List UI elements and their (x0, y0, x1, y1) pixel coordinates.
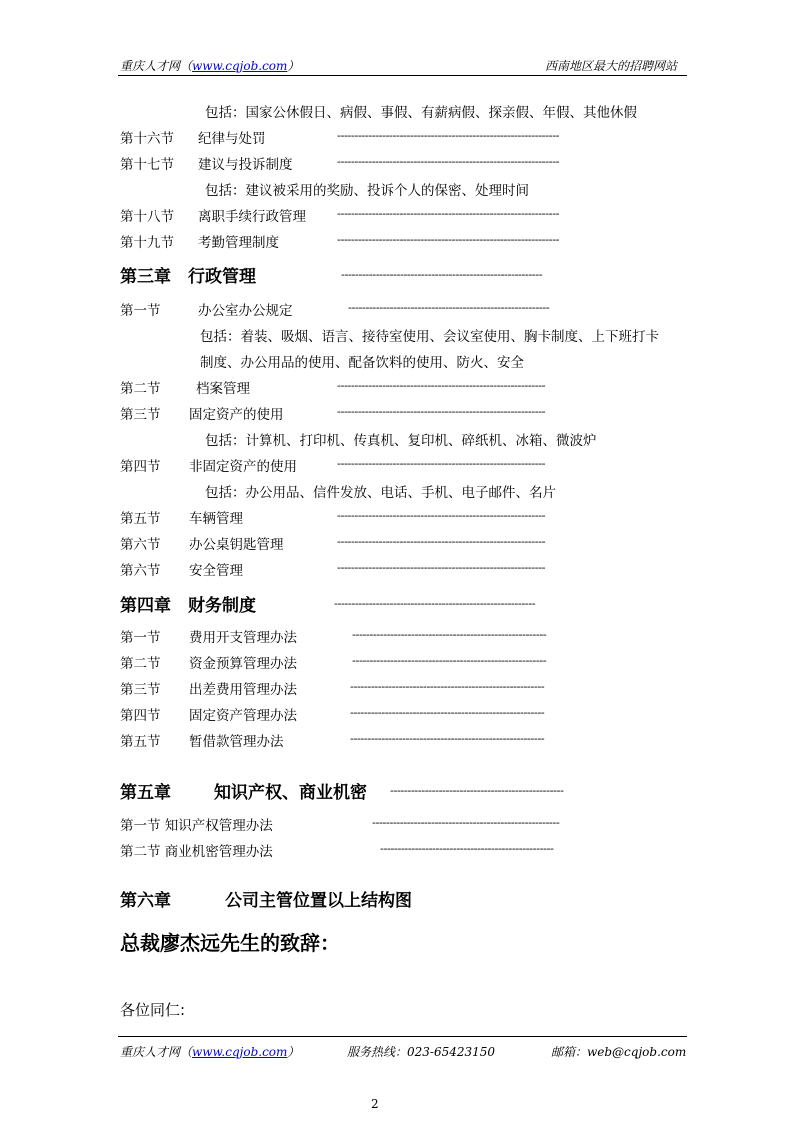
header-site (120, 57, 299, 74)
footer-site-close: ） (287, 1045, 300, 1059)
footer-rule (118, 1036, 687, 1037)
section-19-title: 考勤管理制度 (198, 235, 279, 251)
footer-email: 邮箱：web@cqjob.com (551, 1045, 687, 1059)
section-16-number: 第十六节 (120, 131, 174, 147)
ch3-section-6-title: 办公桌钥匙管理 (189, 537, 284, 553)
chapter-3-leader: ---------------------------------------------------------- (341, 268, 543, 281)
ch4-section-5-number: 第五节 (120, 734, 161, 750)
section-19-number: 第十九节 (120, 235, 174, 251)
header-site-link[interactable]: www.cqjob.com (192, 59, 288, 73)
chapter-6-title: 公司主管位置以上结构图 (225, 891, 412, 911)
ch3-section-4-title: 非固定资产的使用 (189, 459, 297, 475)
chapter-6-number: 第六章 (120, 891, 171, 911)
ch4-section-2-title: 资金预算管理办法 (189, 656, 297, 672)
footer-site-name: 重庆人才网（ (120, 1045, 193, 1059)
section-16-leader: ---------------------------------------------------------------- (337, 129, 560, 142)
include-line-equipment: 包括：计算机、打印机、传真机、复印机、碎纸机、冰箱、微波炉 (205, 433, 597, 449)
ch5-section-1-leader: ------------------------------------------------------ (372, 816, 560, 829)
ch4-section-2-number: 第二节 (120, 656, 161, 672)
ch4-section-3-number: 第三节 (120, 682, 161, 698)
ch3-section-6-leader: ------------------------------------------------------------ (337, 535, 546, 548)
chapter-5-number: 第五章 (120, 783, 171, 803)
speech-title: 总裁廖杰远先生的致辞： (120, 931, 340, 955)
ch3-section-7-number: 第六节 (120, 563, 161, 579)
ch3-section-7-title: 安全管理 (189, 563, 243, 579)
ch4-section-1-title: 费用开支管理办法 (189, 630, 297, 646)
ch4-section-3-title: 出差费用管理办法 (189, 682, 297, 698)
chapter-5-leader: -------------------------------------------------- (390, 784, 564, 797)
header-site-close: ） (287, 59, 300, 73)
ch3-section-5-leader: ------------------------------------------------------------ (337, 509, 546, 522)
chapter-4-heading: 第四章 财务制度 (120, 596, 256, 616)
ch3-section-5-title: 车辆管理 (189, 511, 243, 527)
ch3-section-6-number: 第六节 (120, 537, 161, 553)
ch4-section-5-title: 暂借款管理办法 (189, 734, 284, 750)
header-rule (118, 75, 687, 76)
ch5-section-2-leader: -------------------------------------------------- (380, 842, 554, 855)
page-number: 2 (371, 1097, 379, 1111)
header-slogan: 西南地区最大的招聘网站 (545, 59, 678, 73)
ch3-section-2-number: 第二节 (120, 381, 161, 397)
ch4-section-2-leader: -------------------------------------------------------- (352, 654, 547, 667)
greeting: 各位同仁: (120, 1001, 186, 1019)
header-site-name: 重庆人才网（ (120, 59, 193, 73)
ch3-section-3-leader: ------------------------------------------------------------ (337, 405, 546, 418)
ch4-section-1-number: 第一节 (120, 630, 161, 646)
ch4-section-3-leader: -------------------------------------------------------- (350, 680, 545, 693)
section-16-title: 纪律与处罚 (198, 131, 266, 147)
ch5-section-2: 第二节 商业机密管理办法 (120, 844, 273, 860)
ch4-section-4-title: 固定资产管理办法 (189, 708, 297, 724)
ch3-section-2-title: 档案管理 (196, 381, 250, 397)
include-line-office-b: 制度、办公用品的使用、配备饮料的使用、防火、安全 (200, 355, 524, 371)
ch3-section-4-leader: ------------------------------------------------------------ (337, 457, 546, 470)
chapter-5-title: 知识产权、商业机密 (214, 783, 367, 803)
footer-site-link[interactable]: www.cqjob.com (192, 1045, 288, 1059)
ch4-section-5-leader: -------------------------------------------------------- (350, 732, 545, 745)
section-17-leader: ---------------------------------------------------------------- (337, 155, 560, 168)
section-17-number: 第十七节 (120, 157, 174, 173)
section-18-number: 第十八节 (120, 209, 174, 225)
ch4-section-1-leader: -------------------------------------------------------- (352, 628, 547, 641)
chapter-3-heading: 第三章 行政管理 (120, 267, 256, 287)
section-17-title: 建议与投诉制度 (198, 157, 293, 173)
ch3-section-1-title: 办公室办公规定 (198, 303, 293, 319)
ch5-section-1: 第一节 知识产权管理办法 (120, 818, 273, 834)
include-line-office-a: 包括：着装、吸烟、语言、接待室使用、会议室使用、胸卡制度、上下班打卡 (200, 329, 659, 345)
section-18-title: 离职手续行政管理 (198, 209, 306, 225)
section-19-leader: ---------------------------------------------------------------- (337, 233, 560, 246)
include-line-supplies: 包括：办公用品、信件发放、电话、手机、电子邮件、名片 (205, 485, 556, 501)
footer-site (120, 1043, 299, 1060)
ch3-section-3-number: 第三节 (120, 407, 161, 423)
ch3-section-7-leader: ------------------------------------------------------------ (337, 561, 546, 574)
ch3-section-2-leader: ------------------------------------------------------------ (337, 379, 546, 392)
ch3-section-3-title: 固定资产的使用 (189, 407, 284, 423)
ch3-section-1-leader: ---------------------------------------------------------- (348, 301, 550, 314)
chapter-4-leader: ---------------------------------------------------------- (334, 597, 536, 610)
ch3-section-5-number: 第五节 (120, 511, 161, 527)
ch4-section-4-number: 第四节 (120, 708, 161, 724)
ch4-section-4-leader: -------------------------------------------------------- (350, 706, 545, 719)
ch3-section-1-number: 第一节 (120, 303, 161, 319)
footer-hotline: 服务热线：023-65423150 (347, 1045, 496, 1059)
section-18-leader: ---------------------------------------------------------------- (337, 207, 560, 220)
include-line-suggestion: 包括：建议被采用的奖励、投诉个人的保密、处理时间 (205, 183, 529, 199)
include-line-leave: 包括：国家公休假日、病假、事假、有薪病假、探亲假、年假、其他休假 (205, 105, 637, 121)
ch3-section-4-number: 第四节 (120, 459, 161, 475)
